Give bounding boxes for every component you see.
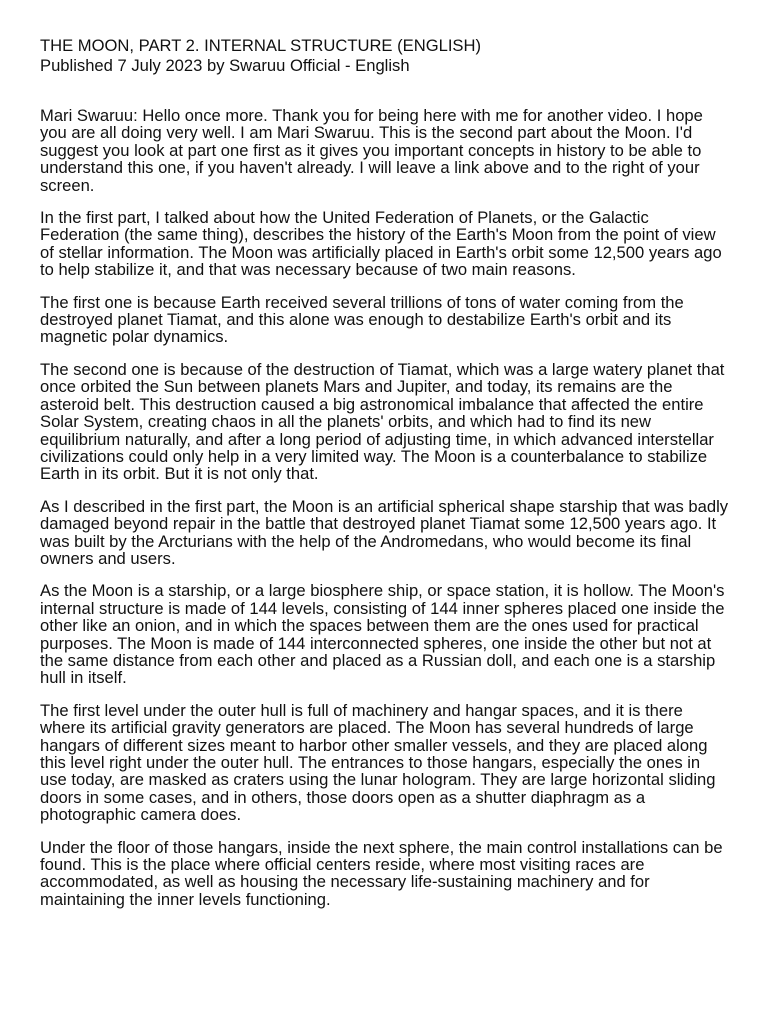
paragraph-1: Mari Swaruu: Hello once more. Thank you for being here with me for another video. I hope you are all doing very well. I am Mari Swaruu. This is the second part about the Moon. I'd suggest you look at part one first as it gives you important concepts in history to be able to understand this one, if you haven't already. I will leave a link above and to the right of your screen. — [40, 106, 703, 195]
paragraph-4: The second one is because of the destruction of Tiamat, which was a large watery planet that once orbited the Sun between planets Mars and Jupiter, and today, its remains are the asteroid belt. This destruction caused a big astronomical imbalance that affected the entire Solar System, creating chaos in all the planets' orbits, and which had to find its new equilibrium naturally, and after a long period of adjusting time, in which advanced interstellar civilizations could only help in a very limited way. The Moon is a counterbalance to stabilize Earth in its orbit. But it is not only that. — [40, 359, 725, 484]
document-body — [40, 107, 730, 908]
paragraph-2: In the first part, I talked about how the United Federation of Planets, or the Galactic Federation (the same thing), describes the history of the Earth's Moon from the point of view of stellar information. The Moon was artificially placed in Earth's orbit some 12,500 years ago to help stabilize it, and that was necessary because of two main reasons. — [40, 208, 722, 280]
paragraph-6: As the Moon is a starship, or a large biosphere ship, or space station, it is hollow. The Moon's internal structure is made of 144 levels, consisting of 144 inner spheres placed one inside the other like an onion, and in which the spaces between them are the ones used for practical purposes. The Moon is made of 144 interconnected spheres, one inside the other but not at the same distance from each other and placed as a Russian doll, and each one is a starship hull in itself. — [40, 581, 725, 688]
document-page — [40, 36, 730, 923]
paragraph-3: The first one is because Earth received several trillions of tons of water coming from the destroyed planet Tiamat, and this alone was enough to destabilize Earth's orbit and its magnetic polar dynamics. — [40, 292, 684, 347]
document-header — [40, 36, 730, 76]
paragraph-5: As I described in the first part, the Moon is an artificial spherical shape starship that was badly damaged beyond repair in the battle that destroyed planet Tiamat some 12,500 years ago. It was built by the Arcturians with the help of the Andromedans, who would become its final owners and users. — [40, 496, 729, 568]
document-title: THE MOON, PART 2. INTERNAL STRUCTURE (ENGLISH) — [40, 36, 482, 55]
document-byline: Published 7 July 2023 by Swaruu Official - English — [40, 56, 410, 75]
paragraph-7: The first level under the outer hull is full of machinery and hangar spaces, and it is there where its artificial gravity generators are placed. The Moon has several hundreds of large hangars of different sizes meant to harbor other smaller vessels, and they are placed along this level right under the outer hull. The entrances to those hangars, especially the ones in use today, are masked as craters using the lunar hologram. They are large horizontal sliding doors in some cases, and in others, those doors open as a shutter diaphragm as a photographic camera does. — [40, 700, 716, 825]
paragraph-8: Under the floor of those hangars, inside the next sphere, the main control installations can be found. This is the place where official centers reside, where most visiting races are accommodated, as well as housing the necessary life-sustaining machinery and for maintaining the inner levels functioning. — [40, 837, 723, 909]
